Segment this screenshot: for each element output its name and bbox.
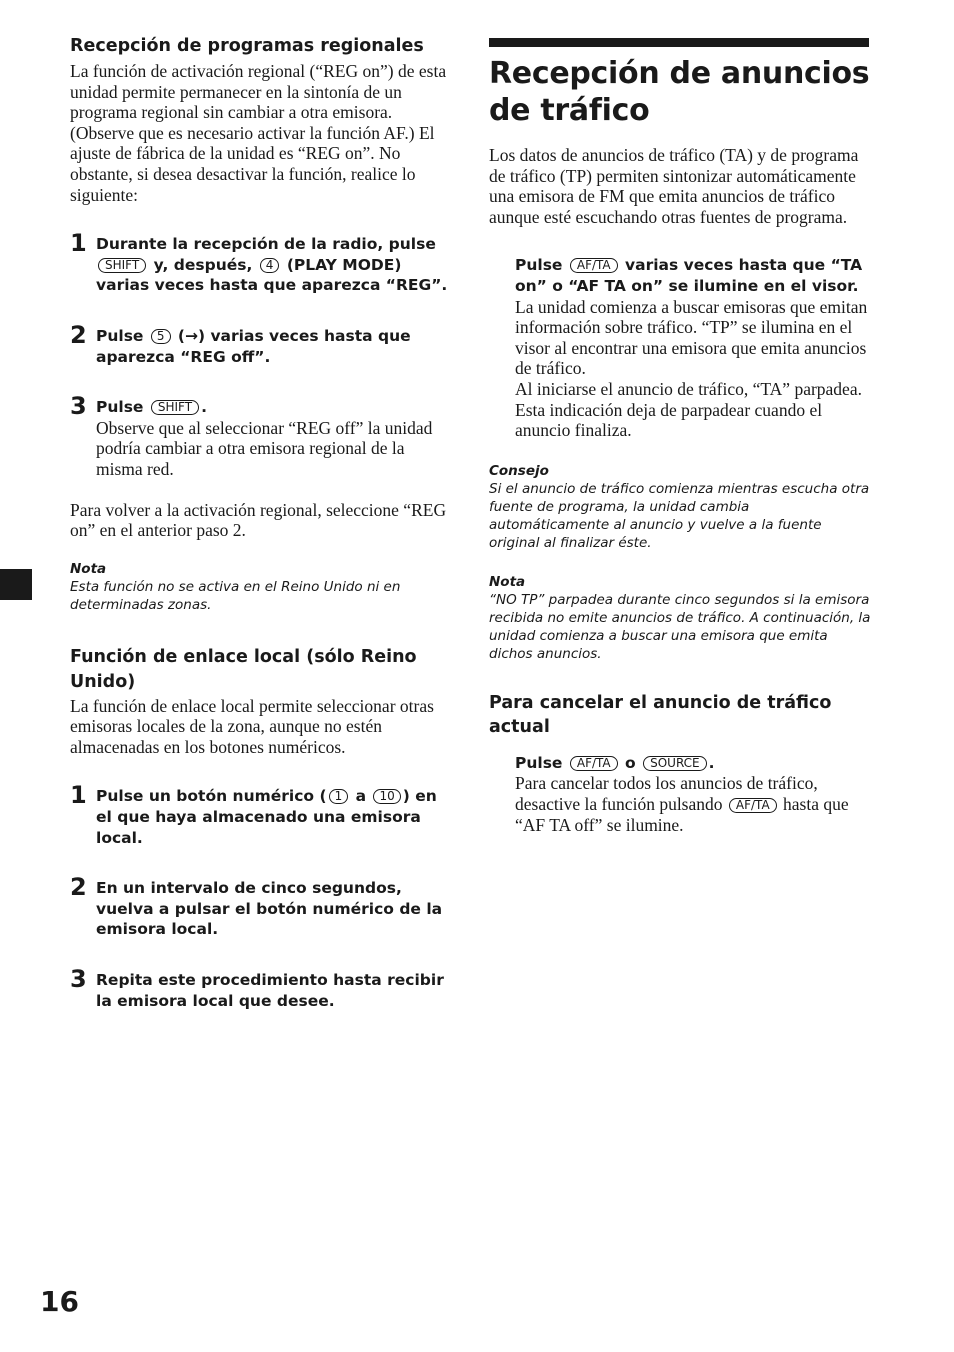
step-number: 2 (70, 320, 87, 349)
tip-text: Si el anuncio de tráfico comienza mientras escucha otra fuente de programa, la unidad cambia automáticamente al anuncio y vuelve a la fuente original al finalizar éste. (489, 480, 870, 551)
step-text: Pulse (96, 398, 144, 417)
source-key-icon: SOURCE (643, 756, 707, 771)
page-number: 16 (40, 1285, 79, 1318)
step-text: (PLAY MODE) varias veces hasta que aparezca “REG”. (96, 255, 448, 295)
note-label: Nota (70, 560, 107, 577)
section-tab-marker (0, 569, 32, 600)
step-instruction (96, 326, 452, 367)
note-text: Esta función no se activa en el Reino Unido ni en determinadas zonas. (70, 578, 401, 613)
page-title: Recepción de anuncios de tráfico (489, 56, 870, 128)
step-instruction: Repita este procedimiento hasta recibir la emisora local que desee. (96, 971, 444, 1010)
step-instruction (96, 397, 452, 418)
step-text: Durante la recepción de la radio, pulse (96, 235, 436, 254)
traffic-instruction-block (489, 255, 871, 440)
regional-note (70, 560, 452, 614)
number-5-key-icon: 5 (151, 329, 171, 344)
regional-step-3 (70, 392, 452, 479)
number-1-key-icon: 1 (329, 789, 349, 804)
step-text: ) en el que haya almacenado una emisora local. (96, 787, 437, 847)
step-text: o (625, 753, 636, 772)
af-ta-key-icon: AF/TA (729, 798, 777, 813)
tip-label: Consejo (489, 462, 549, 479)
af-ta-key-icon: AF/TA (570, 258, 618, 273)
step-text: Pulse (96, 326, 144, 345)
step-text: Pulse (515, 256, 563, 275)
left-column (70, 34, 452, 1011)
heading-rule (489, 38, 869, 47)
number-4-key-icon: 4 (260, 258, 280, 273)
step-description (515, 773, 871, 835)
note-text: “NO TP” parpadea durante cinco segundos si la emisora recibida no emite anuncios de tráfico. A continuación, la unidad comienza a buscar una emisora que emita dichos anuncios. (489, 591, 871, 662)
shift-key-icon: SHIFT (151, 400, 199, 415)
local-link-step-2 (70, 873, 452, 940)
step-description: Al iniciarse el anuncio de tráfico, “TA” parpadea. Esta indicación deja de parpadear cuando el anuncio finaliza. (515, 378, 862, 441)
local-link-step-3 (70, 965, 452, 1011)
step-number: 3 (70, 392, 87, 421)
shift-key-icon: SHIFT (98, 258, 146, 273)
note-label: Nota (489, 573, 526, 590)
step-text: hasta que “AF TA off” se ilumine. (515, 793, 849, 835)
step-text: (→) varias veces hasta que aparezca “REG off”. (96, 326, 411, 366)
traffic-note (489, 573, 871, 663)
step-text: varias veces hasta que “TA on” o “AF TA on” se ilumine en el visor. (515, 256, 863, 295)
step-text: Pulse un botón numérico ( (96, 787, 327, 806)
traffic-intro: Los datos de anuncios de tráfico (TA) y de programa de tráfico (TP) permiten sintonizar automáticamente una emisora de FM que emita anuncios de tráfico aunque esté escuchando otras fuentes de programa. (489, 145, 859, 227)
cancel-instruction-block (489, 753, 871, 835)
number-10-key-icon: 10 (373, 789, 400, 804)
tip-block (489, 462, 871, 552)
regional-intro: La función de activación regional (“REG on”) de esta unidad permite permanecer en la sintonía de un programa regional sin cambiar a otra emisora. (Observe que es necesario activar la función AF.) El ajuste de fábrica de la unidad es “REG on”. No obstante, si desea desactivar la función, realice lo siguiente: (70, 61, 447, 205)
step-text: y, después, (153, 255, 253, 274)
step-description: Observe que al seleccionar “REG off” la unidad podría cambiar a otra emisora regional de la misma red. (96, 417, 433, 479)
regional-step-2 (70, 320, 452, 367)
cancel-section-title: Para cancelar el anuncio de tráfico actual (489, 692, 832, 737)
step-text: . (201, 398, 207, 417)
step-text: . (708, 753, 715, 772)
step-instruction (96, 234, 452, 296)
step-description: La unidad comienza a buscar emisoras que emitan información sobre tráfico. “TP” se ilumina en el visor al encontrar una emisora que emita anuncios de tráfico. (515, 296, 868, 379)
step-instruction: En un intervalo de cinco segundos, vuelva a pulsar el botón numérico de la emisora local. (96, 879, 443, 939)
local-link-intro: La función de enlace local permite seleccionar otras emisoras locales de la zona, aunque no estén almacenadas en los botones numéricos. (70, 695, 434, 757)
right-column (489, 38, 871, 835)
regional-step-1 (70, 229, 452, 296)
step-text: Pulse (515, 753, 563, 772)
local-link-section-title: Función de enlace local (sólo Reino Unido) (70, 646, 417, 692)
local-link-step-1 (70, 781, 452, 848)
step-number: 2 (70, 873, 87, 902)
step-number: 1 (70, 781, 87, 810)
step-text: a (355, 787, 367, 806)
step-number: 3 (70, 965, 87, 994)
step-text: Para cancelar todos los anuncios de tráfico, desactive la función pulsando (515, 773, 818, 814)
af-ta-key-icon: AF/TA (570, 756, 618, 771)
step-instruction (515, 255, 871, 296)
step-instruction (96, 786, 452, 848)
regional-outro: Para volver a la activación regional, seleccione “REG on” en el anterior paso 2. (70, 499, 447, 541)
step-number: 1 (70, 229, 87, 258)
traffic-step (515, 255, 871, 440)
step-instruction (515, 753, 871, 774)
regional-section-title: Recepción de programas regionales (70, 36, 424, 56)
